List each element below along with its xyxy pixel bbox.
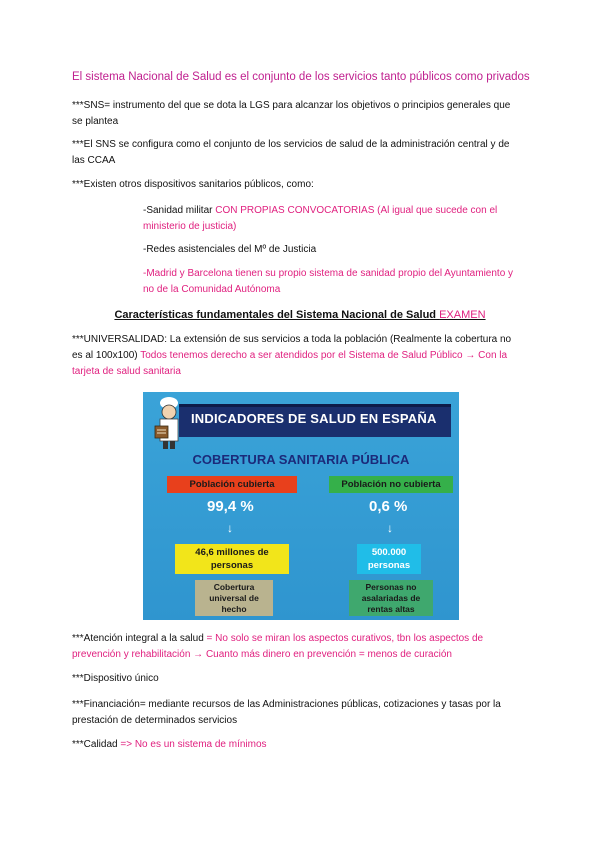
universalidad-paragraph: [72, 332, 511, 380]
sns-line-1: ***SNS= instrumento del que se dota la LGS para alcanzar los objetivos o principios generales que: [72, 100, 511, 111]
financiacion-line-1: ***Financiación= mediante recursos de las Administraciones públicas, cotizaciones y tasas por la: [72, 699, 501, 710]
config-line-1: ***El SNS se configura como el conjunto de los servicios de salud de la administración central y de: [72, 139, 510, 150]
covered-note-2: universal de: [209, 593, 259, 603]
covered-percent: 99,4 %: [207, 498, 254, 515]
madrid-line-1: -Madrid y Barcelona tienen su propio sistema de sanidad propio del Ayuntamiento y: [143, 268, 514, 279]
not-covered-note-1: Personas no: [365, 582, 417, 592]
calidad-note: => No es un sistema de mínimos: [117, 739, 267, 750]
not-covered-note-3: rentas altas: [367, 604, 415, 614]
covered-count-1: 46,6 millones de: [195, 547, 269, 558]
covered-note-box: [195, 580, 273, 616]
not-covered-percent: 0,6 %: [369, 498, 408, 515]
section-title: [0, 307, 600, 323]
list-item-militar: [143, 203, 497, 235]
not-covered-count-2: personas: [367, 560, 411, 571]
config-paragraph: [72, 137, 509, 169]
sns-paragraph: [72, 98, 510, 130]
down-arrow-icon: ↓: [387, 521, 393, 535]
not-covered-note-2: asalariadas de: [361, 593, 421, 603]
list-item-redes: -Redes asistenciales del Mº de Justicia: [143, 244, 317, 255]
slide-header: [179, 404, 451, 437]
universalidad-note-2: tarjeta de salud sanitaria: [72, 366, 181, 377]
covered-count-box: [175, 544, 289, 574]
militar-note-2: ministerio de justicia): [143, 221, 237, 232]
covered-note-3: hecho: [221, 604, 247, 614]
covered-note-1: Cobertura: [213, 582, 255, 592]
atencion-paragraph: [72, 631, 483, 663]
list-item-madrid: [143, 266, 513, 298]
slide-subtitle: COBERTURA SANITARIA PÚBLICA: [192, 452, 410, 467]
militar-label: -Sanidad militar: [143, 205, 216, 216]
otros-paragraph: ***Existen otros dispositivos sanitarios públicos, como:: [72, 179, 314, 190]
slide-header-text: INDICADORES DE SALUD EN ESPAÑA: [191, 411, 437, 426]
section-title-text: Características fundamentales del Sistema Nacional de Salud: [114, 309, 437, 321]
calidad-paragraph: [72, 737, 267, 753]
not-covered-note-box: [349, 580, 433, 616]
dispositivo-paragraph: ***Dispositivo único: [72, 673, 159, 684]
coverage-slide: [143, 392, 459, 620]
atencion-note-2: prevención y rehabilitación → Cuanto más dinero en prevención = menos de curación: [72, 649, 452, 660]
atencion-label: ***Atención integral a la salud: [72, 633, 204, 644]
madrid-line-2: no de la Comunidad Autónoma: [143, 284, 281, 295]
down-arrow-icon: ↓: [227, 521, 233, 535]
page-heading: El sistema Nacional de Salud es el conjunto de los servicios tanto públicos como privados: [72, 71, 530, 83]
universalidad-line-1: ***UNIVERSALIDAD: La extensión de sus servicios a toda la población (Realmente la cobertura no: [72, 334, 512, 345]
not-covered-count-1: 500.000: [371, 547, 407, 558]
universalidad-line-2: es al 100x100): [72, 350, 141, 361]
exam-tag: EXAMEN: [439, 309, 486, 321]
covered-count-2: personas: [210, 560, 254, 571]
sns-line-2: se plantea: [72, 116, 119, 127]
not-covered-label: Población no cubierta: [329, 476, 453, 493]
calidad-label: ***Calidad: [72, 739, 118, 750]
config-line-2: las CCAA: [72, 155, 116, 166]
financiacion-line-2: prestación de determinados servicios: [72, 715, 238, 726]
financiacion-paragraph: [72, 697, 501, 729]
covered-label: Población cubierta: [167, 476, 297, 493]
not-covered-count-box: [357, 544, 421, 574]
militar-note: CON PROPIAS CONVOCATORIAS (Al igual que sucede con el: [215, 205, 498, 216]
universalidad-note: Todos tenemos derecho a ser atendidos por el Sistema de Salud Público → Con la: [140, 350, 508, 361]
atencion-note: = No solo se miran los aspectos curativos, tbn los aspectos de: [203, 633, 484, 644]
